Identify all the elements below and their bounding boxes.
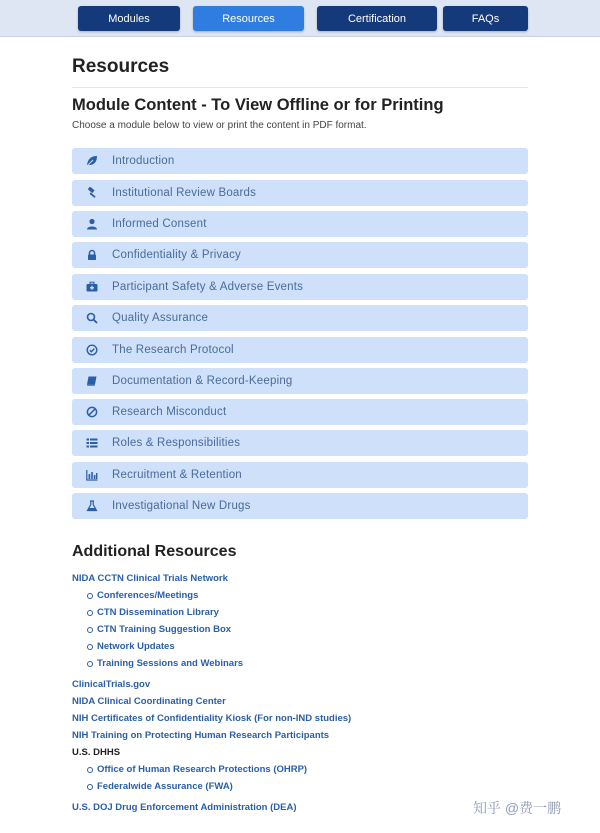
link-network-updates[interactable]: Network Updates (97, 641, 175, 652)
module-item-participant-safety[interactable] (72, 274, 528, 300)
link-ohrp[interactable]: Office of Human Research Protections (OHRP) (97, 764, 308, 775)
link-nida-clinical-coordinating-center[interactable]: NIDA Clinical Coordinating Center (72, 696, 226, 707)
link-doj-dea[interactable]: U.S. DOJ Drug Enforcement Administration (DEA) (72, 802, 297, 813)
link-nih-certificates-confidentiality[interactable]: NIH Certificates of Confidentiality Kiosk (For non-IND studies) (72, 713, 352, 724)
link-training-sessions-webinars[interactable]: Training Sessions and Webinars (97, 658, 244, 669)
module-label: Investigational New Drugs (112, 500, 251, 512)
nav-modules-button[interactable]: Modules (78, 6, 180, 31)
module-label: Institutional Review Boards (112, 187, 257, 199)
flask-icon (72, 493, 112, 519)
list-icon (72, 430, 112, 456)
module-item-roles-responsibilities[interactable] (72, 430, 528, 456)
module-item-introduction[interactable] (72, 148, 528, 174)
gavel-icon (72, 180, 112, 206)
nav-faqs-button[interactable]: FAQs (443, 6, 528, 31)
module-item-informed-consent[interactable] (72, 211, 528, 237)
check-circle-icon (72, 337, 112, 363)
module-label: Research Misconduct (112, 406, 227, 418)
module-content-heading: Module Content - To View Offline or for Printing (72, 96, 444, 114)
module-item-research-protocol[interactable] (72, 337, 528, 363)
ban-icon (72, 399, 112, 425)
title-divider (72, 87, 528, 88)
module-item-recruitment-retention[interactable] (72, 462, 528, 488)
module-item-documentation[interactable] (72, 368, 528, 394)
top-navigation-bar (0, 0, 600, 37)
additional-resources-heading: Additional Resources (72, 543, 237, 560)
watermark: 知乎 @费一鹏 (473, 800, 562, 816)
nav-resources-button[interactable]: Resources (193, 6, 304, 31)
module-label: Quality Assurance (112, 312, 209, 324)
link-ctn-network[interactable]: NIDA CCTN Clinical Trials Network (72, 573, 228, 584)
module-label: The Research Protocol (112, 344, 234, 356)
module-label: Documentation & Record-Keeping (112, 375, 293, 387)
user-icon (72, 211, 112, 237)
us-dhhs-label: U.S. DHHS (72, 747, 121, 758)
module-label: Confidentiality & Privacy (112, 249, 241, 261)
search-icon (72, 305, 112, 331)
medkit-icon (72, 274, 112, 300)
module-label: Introduction (112, 155, 175, 167)
link-ctn-dissemination-library[interactable]: CTN Dissemination Library (97, 607, 219, 618)
module-item-confidentiality-privacy[interactable] (72, 242, 528, 268)
module-item-quality-assurance[interactable] (72, 305, 528, 331)
page-title: Resources (72, 56, 170, 77)
bar-chart-icon (72, 462, 112, 488)
link-ctn-training-suggestion-box[interactable]: CTN Training Suggestion Box (97, 624, 232, 635)
book-icon (72, 368, 112, 394)
link-clinicaltrials-gov[interactable]: ClinicalTrials.gov (72, 679, 151, 690)
module-label: Roles & Responsibilities (112, 437, 241, 449)
nav-certification-button[interactable]: Certification (317, 6, 437, 31)
module-content-subtitle: Choose a module below to view or print the content in PDF format. (72, 120, 367, 131)
module-item-research-misconduct[interactable] (72, 399, 528, 425)
leaf-icon (72, 148, 112, 174)
module-item-investigational-new-drugs[interactable] (72, 493, 528, 519)
module-item-institutional-review-boards[interactable] (72, 180, 528, 206)
module-label: Informed Consent (112, 218, 207, 230)
link-nih-training[interactable]: NIH Training on Protecting Human Research Participants (72, 730, 330, 741)
module-label: Recruitment & Retention (112, 469, 242, 481)
lock-icon (72, 242, 112, 268)
link-conferences-meetings[interactable]: Conferences/Meetings (97, 590, 199, 601)
link-fwa[interactable]: Federalwide Assurance (FWA) (97, 781, 233, 792)
module-label: Participant Safety & Adverse Events (112, 281, 304, 293)
